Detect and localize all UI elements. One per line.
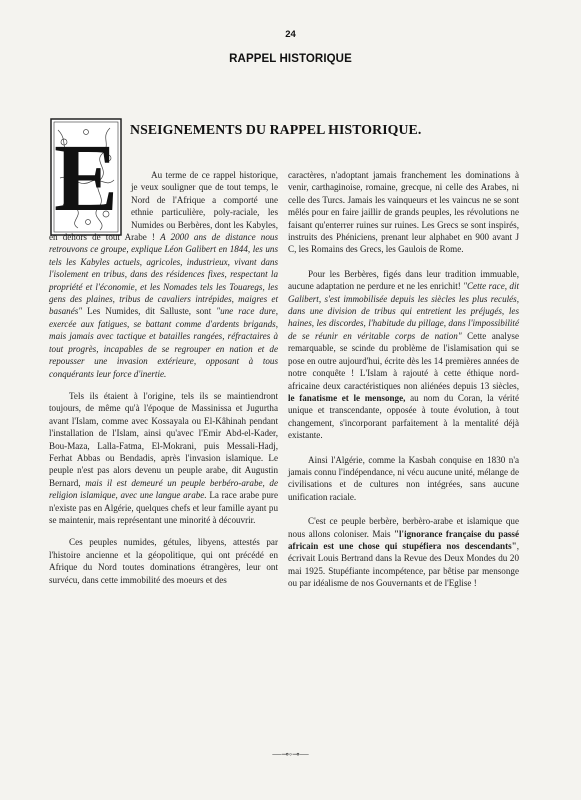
paragraph: Au terme de ce rappel historique, je veux souligner que de tout temps, le Nord de l'Afrique a comporté une ethnie particulière, poly-raciale, les Numides ou Berbères, dont les Kabyles, en dehors de tout Arabe ! A 2000 ans de distance nous retrouvons ce groupe, explique Léon Galibert en 1844, les uns tels les Kabyles actuels, agricoles, industrieux, vivant dans l'isolement en tribus, dans des résidences fixes, respectant la propriété et l'économie, et les Nomades tels les Touaregs, les gens des plaines, tribus de cavaliers intrépides, maigres et basanés" Les Numides, dit Salluste, sont "une race dure, exercée aux fatigues, se battant comme d'ardents brigands, mais jamais avec tactique et batailles rangées, réfractaires à tout progrès, incapables de se regrouper en nation et de repousser une invasion extérieure, opposant à tous conquérants leur force d'inertie. xyxy=(49,170,278,379)
dropcap-letter: E xyxy=(53,124,119,231)
paragraph: C'est ce peuple berbère, berbèro-arabe et islamique que nous allons coloniser. Mais "l'ignorance française du passé africain est une chose qui stupéfiera nos descendants", écrivait Louis Bertrand dans la Revue des Deux Mondes du 20 mai 1925. Stupéfiante incompétence, par bêtise par mensonge ou par idéalisme de nos Gouvernants et de l'Eglise ! xyxy=(288,516,519,589)
paragraph: Ces peuples numides, gétules, libyens, attestés par l'histoire ancienne et la géopolitique, qui ont précédé en Afrique du Nord toutes dominations étrangères, leur ont survécu, dans cette immobilité des moeurs et des xyxy=(49,537,278,585)
paragraph: Ainsi l'Algérie, comme la Kasbah conquise en 1830 n'a jamais connu l'indépendance, ni vécu aucune unité, mélange de civilisations et de cultures non intégrées, sans aucune unification raciale. xyxy=(288,454,519,502)
section-title: NSEIGNEMENTS DU RAPPEL HISTORIQUE. xyxy=(130,122,422,137)
page-heading: RAPPEL HISTORIQUE xyxy=(229,53,352,65)
paragraph: caractères, n'adoptant jamais franchement les dominations à venir, carthaginoise, romaine, grecque, ni celle des Arabes, ni celle des Turcs. Jamais les vainqueurs et les vaincus ne se sont mêlés pour en faire jaillir de grands peuples, les révolutions ne faisant qu'enterrer ruines sur ruines. Les Grecs se sont inspirés, instruits des Phéniciens, prenant leur alphabet en 900 avant J C, les Romains des Grecs, les Gaulois de Rome. xyxy=(288,170,519,255)
text-column-left xyxy=(49,169,278,586)
page-number: 24 xyxy=(285,29,296,40)
paragraph: Tels ils étaient à l'origine, tels ils se maintiendront toujours, de même qu'à l'époque de Massinissa et Jugurtha avant l'Islam, comme avec Kossayala ou El-Kâhinah pendant l'installation de l'Islam, ainsi qu'avec l'Emir Abd-el-Kader, Bou-Maza, Lalla-Fatma, El-Mokrani, puis Messali-Hadj, Ferhat Abbas ou Bendadis, après l'invasion islamique. Le peuple n'est pas alors devenu un peuple arabe, dit Augustin Bernard, mais il est demeuré un peuple berbéro-arabe, de religion islamique, avec une langue arabe. La race arabe pure n'existe pas en Algérie, quelques chefs et leur famille ayant pu se maintenir, mais représentant une minorité à découvrir. xyxy=(49,390,278,525)
text-column-right xyxy=(288,169,519,590)
paragraph: Pour les Berbères, figés dans leur tradition immuable, aucune adaptation ne perdure et ne les enrichit! "Cette race, dit Galibert, s'est immobilisée depuis les siècles les plus reculés, dans une division de tribus qui entretient les préjugés, les haines, les discordes, l'habitude du pillage, dans l'impossibilité de se réunir en véritable corps de nation" Cette analyse remarquable, se scinde du problème de l'islamisation qui se pose en outre aujourd'hui, écrite dès les 14 premières années de notre conquête ! L'Islam à rajouté à cette éthique nord-africaine deux caractéristiques non aliénées depuis 13 siècles, le fanatisme et le mensonge, au nom du Coran, la vérité unique et transcendante, opposée à toute évolution, à tout changement, s'incorporant parfaitement à la mentalité déjà existante. xyxy=(288,268,519,441)
ornamental-separator: —⊸◦⊸— xyxy=(272,749,309,759)
